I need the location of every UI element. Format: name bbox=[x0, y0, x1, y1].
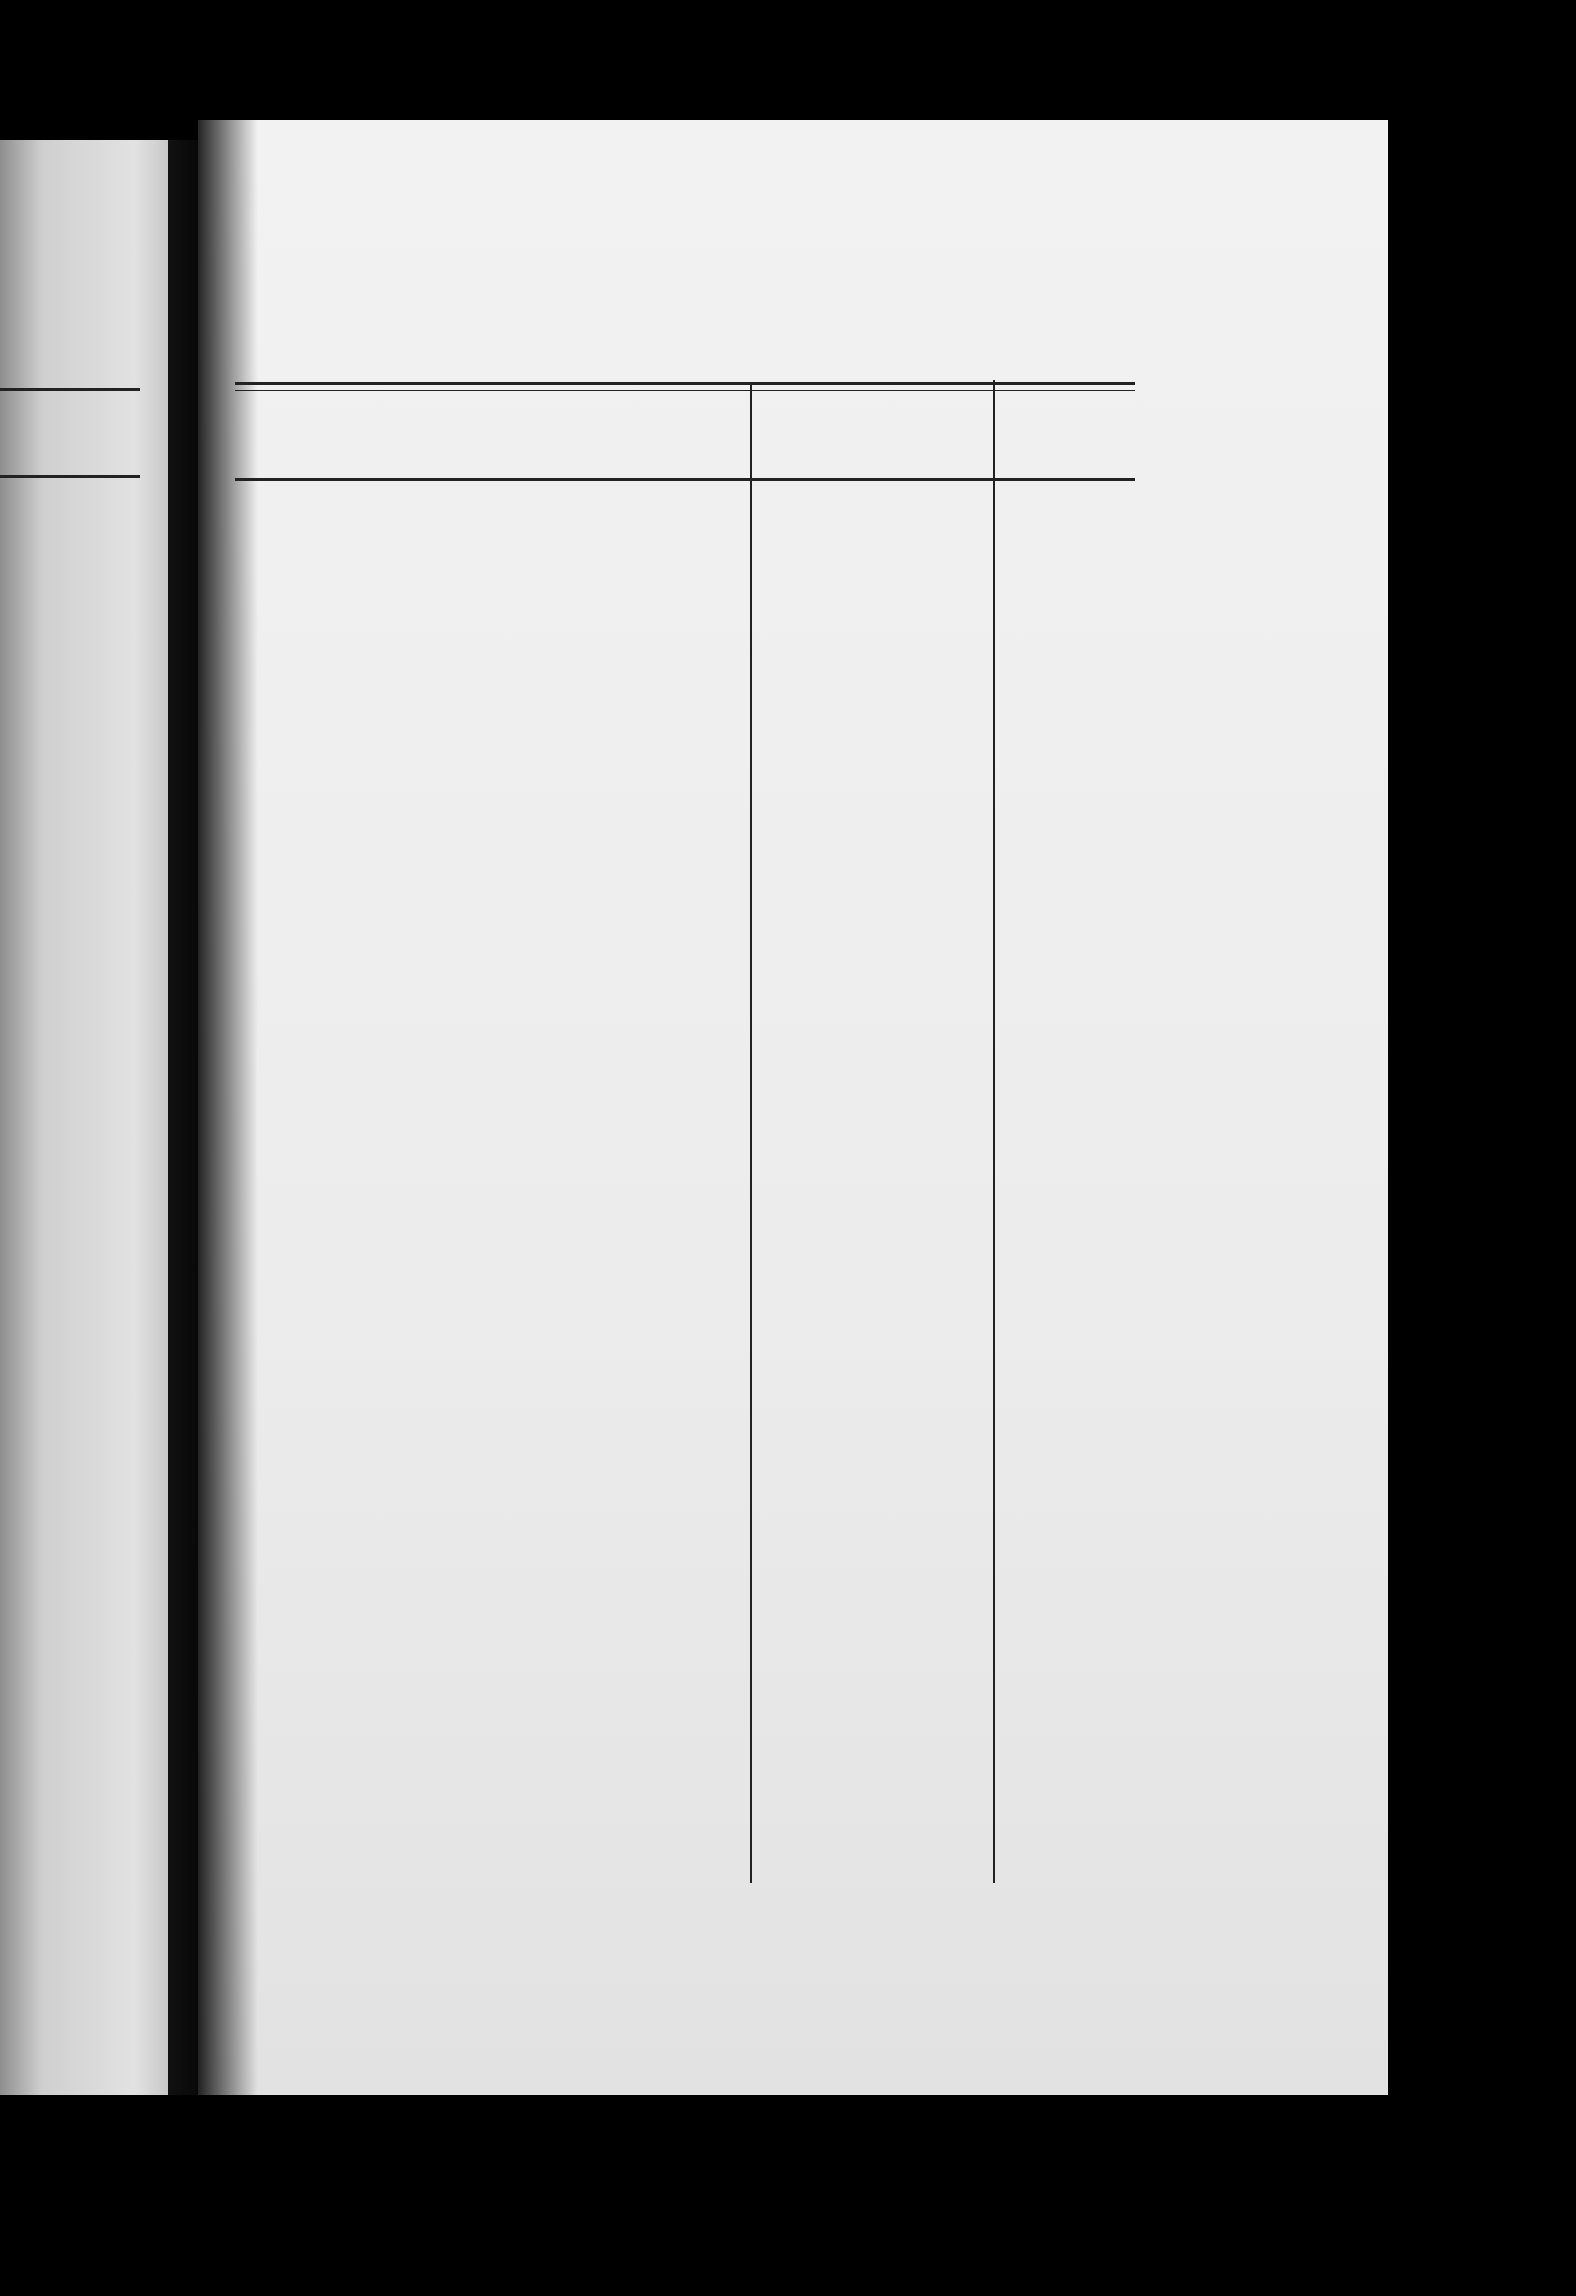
residence-shares-divider bbox=[993, 380, 995, 1883]
header-bottom-rule bbox=[235, 478, 1135, 481]
top-rule bbox=[235, 382, 1135, 385]
top-rule-thin bbox=[235, 390, 1135, 391]
names-residence-divider bbox=[750, 385, 752, 1883]
left-header-rule bbox=[0, 388, 140, 391]
right-page bbox=[198, 120, 1388, 2095]
left-header-rule-2 bbox=[0, 475, 140, 478]
left-page-fragment bbox=[0, 140, 168, 2095]
